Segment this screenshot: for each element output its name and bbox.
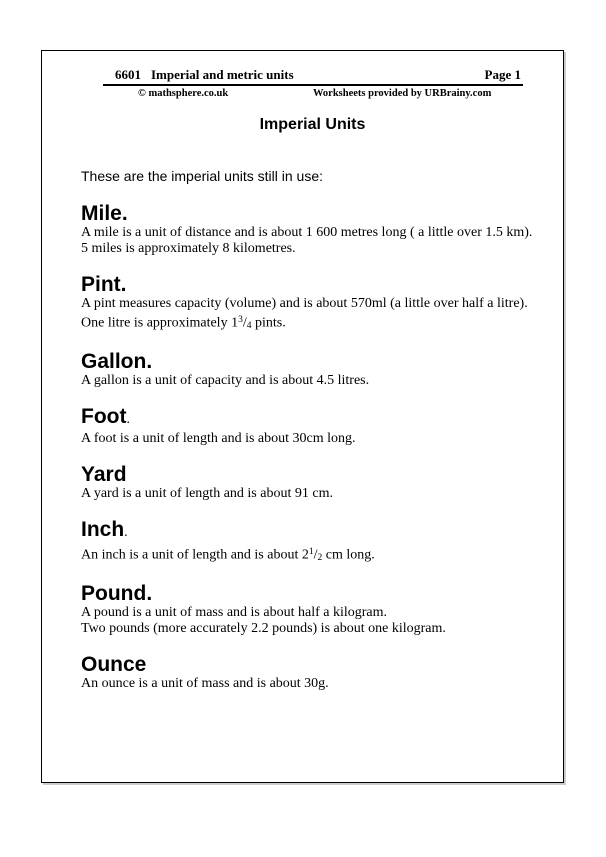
- unit-section: [81, 583, 532, 637]
- unit-heading-suffix: .: [126, 412, 130, 427]
- sections-container: [81, 203, 532, 709]
- unit-heading-text: Gallon.: [81, 350, 153, 373]
- unit-description-line: [81, 241, 532, 257]
- text-segment: pints.: [251, 315, 286, 331]
- unit-heading-text: Mile.: [81, 202, 128, 225]
- unit-section: [81, 654, 532, 692]
- unit-section: [81, 203, 532, 257]
- unit-section: [81, 351, 532, 389]
- fraction-sub: 2: [317, 553, 323, 563]
- text-segment: A mile is a unit of distance and is about 1 600 metres long ( a little over 1.5 km).: [81, 225, 533, 240]
- unit-description-line: [81, 486, 532, 502]
- text-segment: A gallon is a unit of capacity and is about 4.5 litres.: [81, 373, 370, 388]
- text-segment: A pound is a unit of mass and is about half a kilogram.: [81, 605, 388, 620]
- unit-heading: [81, 464, 532, 486]
- unit-description-line: [81, 544, 532, 566]
- text-segment: /: [242, 315, 247, 331]
- unit-heading: [81, 583, 532, 605]
- unit-heading: [81, 203, 532, 225]
- worksheet-title: Imperial Units: [259, 116, 366, 133]
- unit-heading-text: Ounce: [81, 653, 147, 676]
- unit-section: [81, 406, 532, 447]
- unit-heading-text: Pound.: [81, 582, 153, 605]
- unit-section: [81, 519, 532, 566]
- unit-description-line: [81, 225, 532, 241]
- unit-heading-text: Pint.: [81, 273, 127, 296]
- unit-heading-text: Foot: [81, 405, 127, 428]
- provider-text: Worksheets provided by URBrainy.com: [313, 88, 492, 99]
- text-segment: cm long.: [322, 547, 375, 563]
- text-segment: An inch is a unit of length and is about 2: [81, 547, 309, 563]
- unit-description-line: [81, 312, 532, 334]
- worksheet-page: [41, 50, 564, 783]
- unit-heading-suffix: .: [124, 525, 128, 540]
- text-segment: A yard is a unit of length and is about 91 cm.: [81, 486, 333, 501]
- text-segment: /: [313, 547, 318, 563]
- page-number-label: Page 1: [484, 67, 521, 82]
- document-number: 6601: [115, 67, 141, 82]
- fraction-sup: 1: [308, 547, 314, 557]
- page-header: [103, 67, 523, 101]
- unit-heading: [81, 351, 532, 373]
- fraction-sup: 3: [238, 315, 243, 325]
- unit-heading-text: Inch: [81, 518, 125, 541]
- unit-description-line: [81, 621, 532, 637]
- text-segment: One litre is approximately 1: [81, 315, 239, 331]
- text-segment: Two pounds (more accurately 2.2 pounds) is about one kilogram.: [81, 621, 446, 636]
- unit-description-line: [81, 605, 532, 621]
- unit-section: [81, 274, 532, 334]
- text-segment: A foot is a unit of length and is about 30cm long.: [81, 431, 356, 446]
- intro-text: These are the imperial units still in use:: [81, 168, 323, 184]
- unit-heading: [81, 274, 532, 296]
- unit-description-line: [81, 296, 532, 312]
- text-segment: A pint measures capacity (volume) and is about 570ml (a little over half a litre).: [81, 296, 528, 311]
- fraction-sub: 4: [246, 321, 252, 331]
- unit-description-line: [81, 676, 532, 692]
- header-subrow: [103, 86, 523, 101]
- unit-heading: [81, 519, 532, 544]
- unit-heading-text: Yard: [81, 463, 127, 486]
- header-rule-row: [103, 67, 523, 86]
- copyright-text: © mathsphere.co.uk: [138, 88, 229, 99]
- unit-section: [81, 464, 532, 502]
- text-segment: 5 miles is approximately 8 kilometres.: [81, 241, 296, 256]
- unit-description-line: [81, 431, 532, 447]
- unit-description-line: [81, 373, 532, 389]
- text-segment: An ounce is a unit of mass and is about 30g.: [81, 676, 329, 691]
- unit-heading: [81, 406, 532, 431]
- document-title: Imperial and metric units: [151, 67, 294, 82]
- unit-heading: [81, 654, 532, 676]
